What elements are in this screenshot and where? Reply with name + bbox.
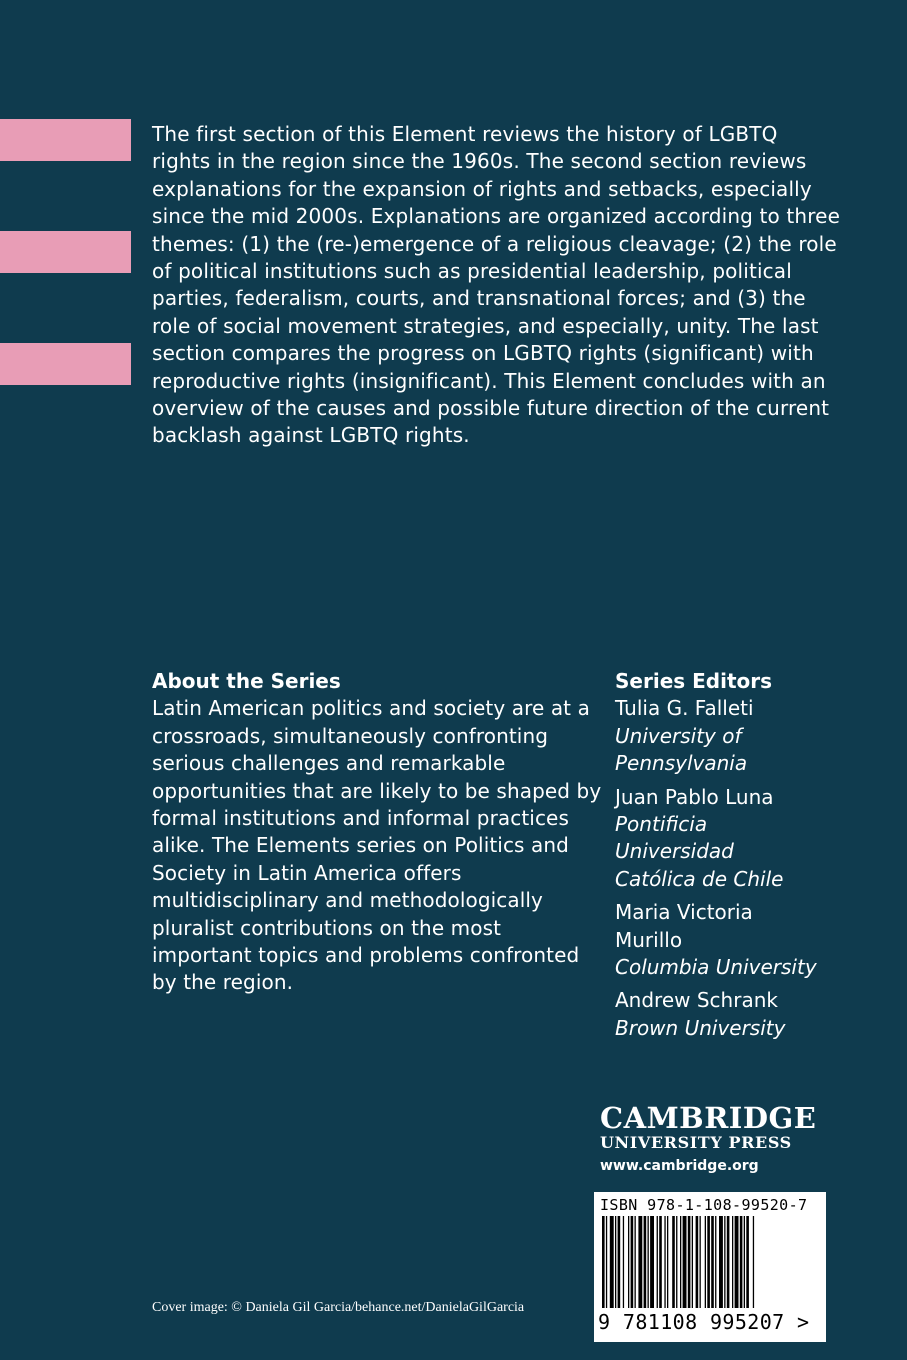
series-editors-heading: Series Editors — [615, 669, 773, 693]
isbn-barcode — [594, 1192, 826, 1342]
pink-stripe-3 — [0, 343, 131, 385]
editor-affiliation: Pontificia Universidad Católica de Chile — [615, 812, 784, 891]
publisher-name: CAMBRIDGE — [600, 1101, 817, 1135]
editor-entry — [615, 987, 850, 1042]
editor-affiliation: Columbia University — [615, 955, 817, 980]
editor-entry — [615, 899, 850, 981]
cover-image-credit: Cover image: © Daniela Gil Garcia/behance.net/DanielaGilGarcia — [152, 1300, 525, 1315]
editor-entry — [615, 784, 850, 894]
editor-name: Juan Pablo Luna — [615, 784, 774, 809]
editor-affiliation: Brown University — [615, 1015, 786, 1040]
about-series-heading: About the Series — [152, 669, 341, 693]
about-series-text: Latin American politics and society are at a crossroads, simultaneously confronting serious challenges and remarkable opportunities that are likely to be shaped by formal institutions and informal practices alike. The Elements series on Politics and Society in Latin America offers multidisciplinary and methodologically pluralist contributions on the most important topics and problems confronted by the region. — [152, 696, 602, 995]
publisher-subtitle: UNIVERSITY PRESS — [600, 1133, 792, 1152]
editor-name: Tulia G. Falleti — [615, 696, 754, 721]
pink-stripe-1 — [0, 119, 131, 161]
barcode-digits: 9 781108 995207 > — [598, 1310, 810, 1334]
editor-entry — [615, 695, 850, 777]
publisher-logo — [600, 1103, 830, 1179]
book-blurb: The first section of this Element reviews the history of LGBTQ rights in the region since the 1960s. The second section reviews explanations for the expansion of rights and setbacks, especially since the mid 2000s. Explanations are organized according to three themes: (1) the (re-)emergence of a religious cleavage; (2) the role of political institutions such as presidential leadership, political parties, federalism, courts, and transnational forces; and (3) the role of social movement strategies, and especially, unity. The last section compares the progress on LGBTQ rights (significant) with reproductive rights (insignificant). This Element concludes with an overview of the causes and possible future direction of the current backlash against LGBTQ rights. — [152, 122, 841, 448]
publisher-url: www.cambridge.org — [600, 1158, 759, 1174]
editor-name: Maria Victoria Murillo — [615, 900, 753, 952]
isbn-label: ISBN 978-1-108-99520-7 — [600, 1196, 808, 1214]
about-series-section — [152, 668, 607, 997]
editor-affiliation: University of Pennsylvania — [615, 723, 748, 776]
series-editors-section — [615, 668, 850, 1048]
barcode-bars-graphic — [602, 1216, 816, 1312]
editor-name: Andrew Schrank — [615, 988, 778, 1013]
pink-stripe-2 — [0, 231, 131, 273]
